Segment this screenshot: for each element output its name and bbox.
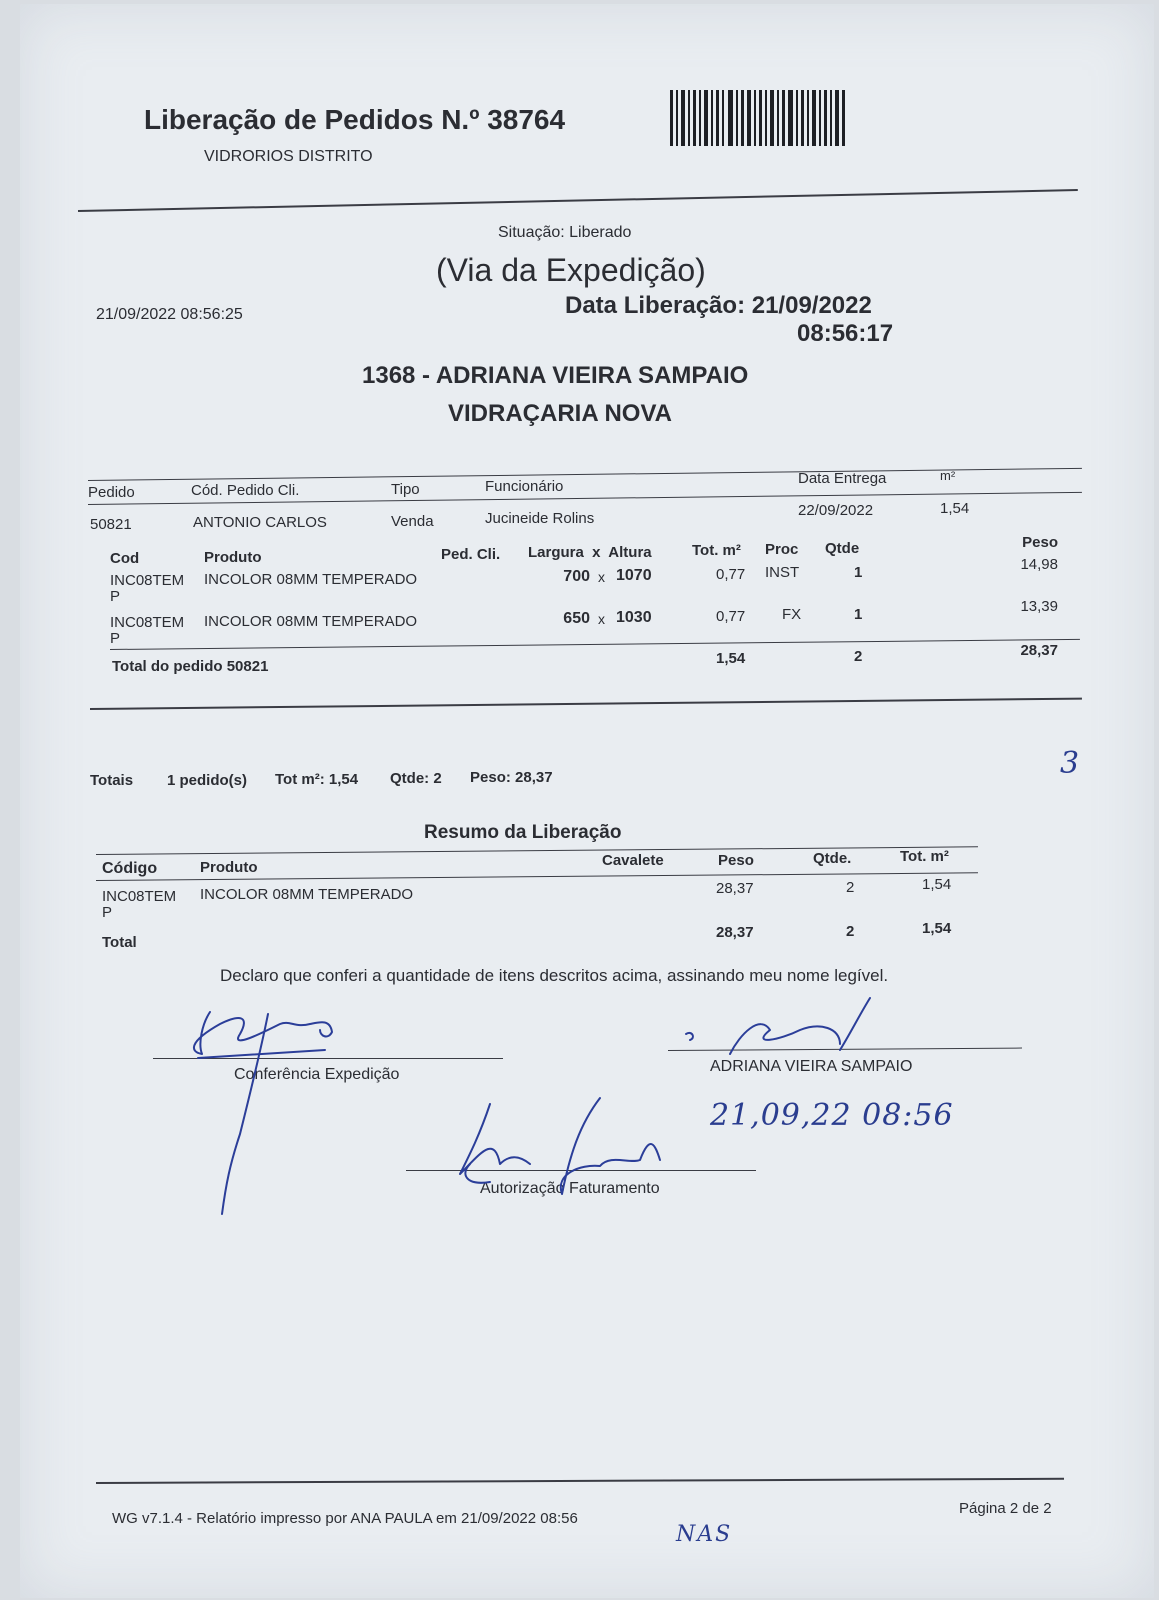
item-peso: 14,98: [1020, 556, 1058, 573]
item-header-cod: Cod: [110, 550, 140, 567]
order-table-top-rule: [88, 468, 1082, 481]
resumo-total-qtde: 2: [846, 923, 855, 940]
resumo-header-qtde: Qtde.: [813, 850, 852, 867]
order-total-rule: [110, 639, 1080, 650]
item-header-produto: Produto: [204, 549, 262, 566]
totais-peso: Peso: 28,37: [470, 769, 553, 786]
order-table-bottom-rule: [90, 698, 1082, 710]
data-liberacao: Data Liberação: 21/09/2022: [565, 292, 872, 319]
item-cod-suffix: P: [110, 588, 121, 605]
order-m2: 1,54: [940, 500, 970, 517]
item-header-peso: Peso: [1022, 534, 1058, 551]
item-cod-suffix: P: [110, 630, 121, 647]
document-title: Liberação de Pedidos N.º 38764: [144, 104, 566, 135]
autorizacao-label: Autorização Faturamento: [480, 1180, 660, 1197]
resumo-tot-m2: 1,54: [922, 876, 952, 893]
footer-rule: [96, 1478, 1064, 1484]
col-header-m2: m²: [940, 468, 956, 483]
declaration-text: Declaro que conferi a quantidade de itens descritos acima, assinando meu nome legível.: [220, 966, 889, 985]
resumo-header-codigo: Código: [102, 860, 158, 877]
item-qtde: 1: [854, 564, 863, 581]
order-total-label: Total do pedido 50821: [112, 658, 269, 675]
item-altura: 1030: [616, 609, 652, 626]
item-cod: INC08TEM: [110, 614, 185, 631]
resumo-total-label: Total: [102, 934, 137, 951]
item-header-ped-cli: Ped. Cli.: [441, 546, 501, 563]
item-produto: INCOLOR 08MM TEMPERADO: [204, 613, 418, 630]
resumo-peso: 28,37: [716, 880, 754, 897]
order-cod-pedido-cli: ANTONIO CARLOS: [193, 514, 327, 531]
item-tot-m2: 0,77: [716, 566, 746, 583]
printed-datetime: 21/09/2022 08:56:25: [96, 306, 243, 323]
col-header-cod-pedido-cli: Cód. Pedido Cli.: [191, 482, 300, 499]
resumo-header-peso: Peso: [718, 852, 754, 869]
resumo-total-peso: 28,37: [716, 924, 754, 941]
client-company: VIDRAÇARIA NOVA: [448, 400, 673, 427]
resumo-qtde: 2: [846, 879, 855, 896]
client-name: 1368 - ADRIANA VIEIRA SAMPAIO: [362, 362, 749, 389]
signature-cliente: [670, 994, 890, 1074]
totais-pedidos: 1 pedido(s): [167, 772, 248, 789]
order-total-peso: 28,37: [1020, 642, 1058, 659]
header-divider: [78, 189, 1078, 212]
item-x: x: [598, 569, 605, 585]
order-total-m2: 1,54: [716, 650, 746, 667]
document-page: [20, 4, 1154, 1598]
cliente-signature-label: ADRIANA VIEIRA SAMPAIO: [710, 1058, 913, 1075]
order-data-entrega: 22/09/2022: [798, 502, 874, 519]
col-header-pedido: Pedido: [88, 484, 135, 501]
item-largura: 700: [563, 568, 590, 585]
totais-m2: Tot m²: 1,54: [275, 771, 359, 788]
company-name: VIDRORIOS DISTRITO: [204, 148, 373, 165]
signature-autorizacao: [450, 1094, 680, 1214]
footer-printed-by: WG v7.1.4 - Relatório impresso por ANA PAULA em 21/09/2022 08:56: [112, 1510, 578, 1527]
item-proc: FX: [782, 606, 802, 623]
handwritten-footer-note: NAS: [676, 1522, 733, 1547]
item-header-tot-m2: Tot. m²: [692, 542, 741, 559]
barcode: [670, 90, 850, 146]
item-altura: 1070: [616, 567, 652, 584]
resumo-produto: INCOLOR 08MM TEMPERADO: [200, 886, 414, 903]
order-total-qtde: 2: [854, 648, 863, 665]
signature-conferencia: [180, 994, 360, 1224]
order-pedido: 50821: [90, 516, 132, 533]
conferencia-label: Conferência Expedição: [234, 1066, 400, 1083]
item-peso: 13,39: [1020, 598, 1058, 615]
item-produto: INCOLOR 08MM TEMPERADO: [204, 571, 418, 588]
resumo-title: Resumo da Liberação: [424, 822, 622, 843]
item-x: x: [598, 611, 605, 627]
totais-label: Totais: [90, 772, 134, 789]
order-tipo: Venda: [391, 513, 434, 530]
data-liberacao-time: 08:56:17: [797, 320, 894, 347]
item-qtde: 1: [854, 606, 863, 623]
item-proc: INST: [765, 564, 800, 581]
item-largura: 650: [563, 610, 590, 627]
item-header-qtde: Qtde: [825, 540, 860, 557]
item-header-proc: Proc: [765, 541, 799, 558]
resumo-codigo: INC08TEM: [102, 888, 177, 905]
resumo-header-produto: Produto: [200, 859, 258, 876]
via-title: (Via da Expedição): [436, 252, 706, 288]
resumo-codigo-suffix: P: [102, 904, 113, 921]
item-tot-m2: 0,77: [716, 608, 746, 625]
resumo-header-tot-m2: Tot. m²: [900, 848, 949, 865]
footer-page-number: Página 2 de 2: [959, 1500, 1052, 1517]
resumo-header-cavalete: Cavalete: [602, 852, 664, 869]
col-header-funcionario: Funcionário: [485, 478, 564, 495]
col-header-tipo: Tipo: [391, 481, 420, 498]
col-header-data-entrega: Data Entrega: [798, 470, 887, 487]
situacao: Situação: Liberado: [498, 224, 632, 241]
order-funcionario: Jucineide Rolins: [485, 510, 595, 527]
handwritten-date: 21,09,22 08:56: [710, 1098, 954, 1133]
resumo-total-tot-m2: 1,54: [922, 920, 952, 937]
item-header-largura-altura: Largura x Altura: [528, 544, 652, 561]
totais-qtde: Qtde: 2: [390, 770, 442, 787]
handwritten-mark: 3: [1060, 746, 1080, 781]
item-cod: INC08TEM: [110, 572, 185, 589]
